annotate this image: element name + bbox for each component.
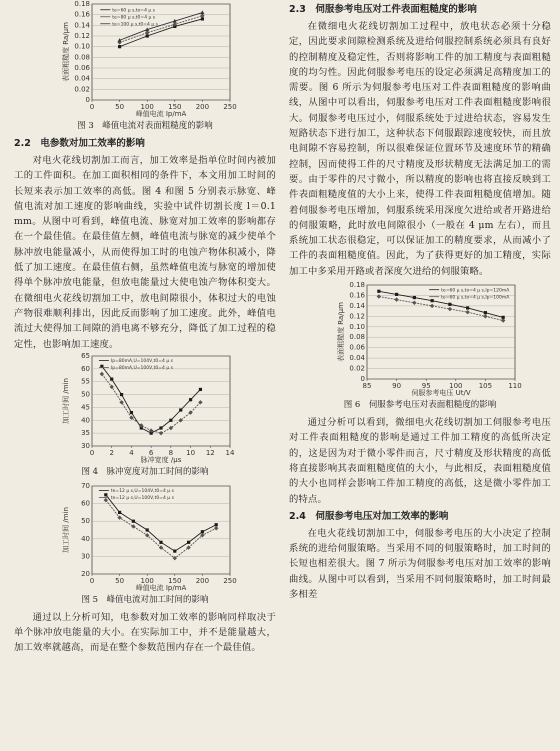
left-column — [14, 0, 276, 656]
y-tick-label: 0.06 — [74, 64, 90, 72]
data-point — [110, 385, 114, 389]
y-tick-label: 0.14 — [74, 21, 90, 30]
data-point — [179, 408, 182, 411]
x-tick-label: 250 — [223, 576, 237, 585]
y-tick-label: 0.08 — [74, 53, 90, 62]
figure-3 — [14, 0, 276, 132]
y-tick-label: 60 — [81, 364, 90, 373]
data-point — [465, 310, 469, 314]
data-point — [145, 31, 149, 35]
x-tick-label: 50 — [115, 103, 125, 111]
data-point — [448, 303, 451, 306]
data-point — [201, 530, 204, 533]
y-axis-label: 表面粗糙度 Ra/μm — [337, 302, 345, 362]
figure-5-chart — [14, 482, 276, 592]
y-tick-label: 0.12 — [74, 32, 90, 40]
legend-entry: te=60 μ s,to=4 μ s,Ip=120mA — [441, 288, 510, 294]
x-tick-label: 14 — [225, 448, 235, 457]
data-point — [117, 515, 121, 519]
figure-6 — [289, 279, 551, 411]
x-tick-label: 0 — [89, 103, 95, 111]
legend-entry: te=12 μ s,U=104V,t0=4 μ s — [110, 488, 174, 494]
legend-entry: te=60 μ s,to=4 μ s — [112, 8, 156, 14]
x-tick-label: 200 — [195, 576, 210, 585]
x-tick-label: 0 — [89, 576, 95, 585]
data-point — [215, 523, 218, 526]
data-point — [104, 498, 108, 502]
section-2-3-paragraph: 在微细电火花线切割加工过程中，放电状态必须十分稳定，因此要求间隙检测系统及进给伺服控制系统必须具有良好的控制精度及稳定性，否则将影响工件的加工精度与表面粗糙度的均匀性。因此伺服参考电压的设定必须满足高精度加工的需要。图 6 所示为伺服参考电压对工件表面粗糙度的影响曲线，从图中可以看出，伺服参考电压对工件表面粗糙度影响很大。伺服参考电压过小，伺服系统处于过进给状态，容易发生短路状态下进行加工，这种状态下伺服跟踪速度较快，而且放电间隙不容易控制，所以很难保证位置环节及速度环节的精确控制，因而使得工件的尺寸精度及形状精度无法满足加工的需要。由于零件的尺寸微小，所以精度的影响也将直接反映到工件表面粗糙度值的大小上来，使得工件表面粗糙度值增加。随着伺服参考电压增加，伺服系统采用深度欠进给或者开路进给的伺服策略，此时放电间隙很小（一般在 4 μm 左右），而且系统加工状态很稳定，可以保证加工的精度要求，从而减小了工件的表面粗糙度值。因此，为了获得更好的加工精度，实际加工中多采用开路或者深度欠进给的伺服策略。 — [289, 21, 551, 277]
y-tick-label: 0.04 — [74, 74, 90, 83]
x-tick-label: 50 — [115, 576, 125, 585]
x-tick-label: 6 — [148, 448, 154, 457]
data-point — [448, 307, 452, 311]
data-point — [110, 377, 113, 380]
section-2-4-heading: 2.4 伺服参考电压对加工效率的影响 — [289, 510, 449, 522]
legend-entry: te=80 μ s,t0=4 μ s — [112, 15, 156, 21]
legend-entry: te=60 μ s,to=4 μ s,Ip=100mA — [441, 295, 510, 301]
x-tick-label: 105 — [478, 382, 493, 391]
x-tick-label: 12 — [205, 448, 215, 457]
x-axis-label: 伺服参考电压 Ut/V — [411, 389, 471, 398]
data-point — [377, 290, 380, 293]
x-tick-label: 100 — [449, 382, 463, 391]
y-tick-label: 30 — [81, 552, 90, 561]
data-point — [130, 411, 133, 414]
data-point — [104, 493, 107, 496]
data-point — [198, 400, 202, 404]
x-tick-label: 8 — [168, 448, 174, 457]
y-tick-label: 0.02 — [349, 364, 365, 373]
y-tick-label: 0.16 — [74, 10, 90, 19]
y-tick-label: 0 — [85, 96, 90, 104]
y-tick-label: 35 — [81, 429, 90, 438]
data-point — [466, 306, 469, 309]
data-point — [200, 10, 204, 14]
data-point — [412, 301, 416, 305]
y-axis-label: 加工时间 /min — [62, 377, 70, 424]
data-point — [159, 431, 163, 435]
x-axis-label: 峰值电流 Ip/mA — [135, 110, 187, 118]
x-tick-label: 95 — [421, 382, 431, 391]
figure-3-chart — [14, 0, 276, 118]
y-tick-label: 70 — [81, 481, 90, 490]
data-point — [377, 294, 381, 298]
y-tick-label: 0.14 — [349, 301, 365, 310]
figure-6-discussion-paragraph: 通过分析可以看到，微细电火花线切割加工伺服参考电压对工件表面粗糙度的影响是通过工件加工精度的高低所决定的，这是因为对于微小零件而言，尺寸精度及形状精度的高低将直接影响其表面粗糙度值的大小，与此相反，表面粗糙度值的大小也同样会影响工件加工精度的高低，这是微小零件加工的特点。 — [289, 417, 551, 505]
data-point — [395, 293, 398, 296]
x-tick-label: 4 — [129, 448, 134, 457]
section-2-3-heading: 2.3 伺服参考电压对工件表面粗糙度的影响 — [289, 4, 477, 15]
data-point — [431, 299, 434, 302]
data-point — [146, 528, 149, 531]
x-tick-label: 90 — [392, 382, 402, 391]
data-point — [189, 398, 192, 401]
data-point — [118, 511, 121, 514]
data-point — [169, 419, 172, 422]
data-point — [132, 519, 135, 522]
x-axis-label: 峰值电流 Ip/mA — [135, 583, 187, 592]
data-point — [173, 549, 176, 552]
conclusion-paragraph: 通过以上分析可知，电参数对加工效率的影响同样取决于单个脉冲放电能量的大小。在实际加工中，并不是能量越大，加工效率就越高，而是在整个参数范围内存在一个最佳值。 — [14, 611, 276, 654]
x-tick-label: 110 — [508, 382, 522, 391]
data-point — [199, 388, 202, 391]
y-tick-label: 60 — [81, 499, 90, 508]
x-tick-label: 150 — [168, 576, 182, 585]
series-line — [102, 366, 201, 433]
y-tick-label: 45 — [81, 403, 90, 412]
data-point — [159, 541, 162, 544]
figure-4-caption: 图 4 脉冲宽度对加工时间的影响 — [81, 466, 209, 477]
x-tick-label: 200 — [195, 103, 210, 111]
y-tick-label: 0.10 — [74, 42, 90, 51]
right-column — [289, 0, 551, 602]
y-tick-label: 0.18 — [349, 281, 365, 290]
figure-5-caption: 图 5 峰值电流对加工时间的影响 — [81, 594, 209, 605]
x-tick-label: 10 — [186, 448, 196, 457]
data-point — [118, 45, 121, 48]
figure-4 — [14, 352, 276, 478]
y-tick-label: 0 — [360, 375, 365, 384]
data-point — [200, 14, 204, 18]
data-point — [159, 426, 162, 429]
section-2-4-paragraph: 在电火花线切割加工中，伺服参考电压的大小决定了控制系统的进给伺服策略。当采用不同的伺服策略时，加工时间的长短也相差很大。图 7 所示为伺服参考电压对加工效率的影响曲线。从图中可以看到，当采用不同伺服策略时，加工时间最多相差 — [289, 527, 551, 601]
x-tick-label: 85 — [362, 382, 372, 391]
series-line — [102, 374, 201, 433]
y-tick-label: 50 — [81, 517, 90, 526]
data-point — [120, 393, 123, 396]
x-tick-label: 150 — [168, 103, 182, 111]
y-tick-label: 40 — [81, 416, 90, 425]
data-point — [413, 296, 416, 299]
data-point — [119, 400, 123, 404]
legend-entry: te=12 μ s,U=100V,t0=4 μ s — [110, 495, 174, 501]
y-tick-label: 30 — [81, 441, 90, 450]
y-tick-label: 55 — [81, 377, 90, 386]
x-tick-label: 100 — [140, 103, 154, 111]
data-point — [100, 372, 104, 376]
legend-entry: Ip=80mA,U=104V,t0=4 μ s — [110, 358, 173, 364]
data-point — [483, 314, 487, 318]
figure-5 — [14, 482, 276, 606]
x-tick-label: 250 — [223, 103, 237, 111]
y-axis-label: 表面粗糙度 Ra/μm — [62, 22, 70, 82]
figure-6-chart — [289, 279, 551, 397]
y-tick-label: 0.12 — [349, 312, 365, 321]
x-axis-label: 脉冲宽度 /μs — [140, 455, 182, 464]
figure-4-chart — [14, 352, 276, 464]
section-2-2-paragraph: 对电火花线切割加工而言，加工效率是指单位时间内被加工的工件面积。在加工面积相同的条件下，本文用加工时间的长短来表示加工效率的高低。图 4 和图 5 分别表示脉宽、峰值电流对加工速度的影响曲线，实验中试件切割长度 l＝0.1 mm。从图中可看到，峰值电流、脉宽对加工效率的影响都存在一个最佳值。在最佳值左侧，峰值电流与脉宽的减少使单个脉冲放电能量减小，从而使得加工时的电蚀产物体积减小，降低了加工速度。在最佳值右侧，虽然峰值电流与脉宽的增加使得单个脉冲放电能量，但放电能量过大使电蚀产物体积变大。在微细电火花线切割加工中，放电间隙很小，体积过大的电蚀产物很难顺利排出，因此反而影响了加工速度。此外，峰值电流过大使得加工间隙的消电离不够充分，降低了加工过程的稳定性，也影响加工速度。 — [14, 155, 276, 350]
legend-entry: Ip=80mA,U=100V,t0=4 μ s — [110, 365, 173, 371]
y-tick-label: 0.18 — [74, 0, 90, 8]
data-point — [131, 524, 135, 528]
figure-3-caption: 图 3 峰值电流对表面粗糙度的影响 — [77, 121, 213, 131]
data-point — [394, 297, 398, 301]
y-tick-label: 0.02 — [74, 85, 90, 94]
y-tick-label: 0.04 — [349, 354, 365, 363]
figure-6-caption: 图 6 伺服参考电压对表面粗糙度的影响 — [343, 400, 497, 411]
data-point — [430, 304, 434, 308]
y-tick-label: 0.06 — [349, 343, 365, 352]
y-tick-label: 0.08 — [349, 333, 365, 342]
y-tick-label: 0.10 — [349, 322, 365, 331]
data-point — [187, 541, 190, 544]
y-tick-label: 0.16 — [349, 291, 365, 300]
y-tick-label: 20 — [81, 569, 90, 578]
y-tick-label: 50 — [81, 390, 90, 399]
x-tick-label: 2 — [109, 448, 114, 457]
section-2-2-heading: 2.2 电参数对加工效率的影响 — [14, 138, 145, 149]
data-point — [484, 311, 487, 314]
x-tick-label: 0 — [89, 448, 95, 457]
y-axis-label: 加工时间 /min — [62, 506, 70, 553]
x-tick-label: 100 — [140, 576, 154, 585]
y-tick-label: 40 — [81, 534, 90, 543]
legend-entry: te=100 μ s,t0=4 μ s — [112, 22, 159, 28]
data-point — [214, 526, 218, 530]
y-tick-label: 65 — [81, 351, 90, 360]
